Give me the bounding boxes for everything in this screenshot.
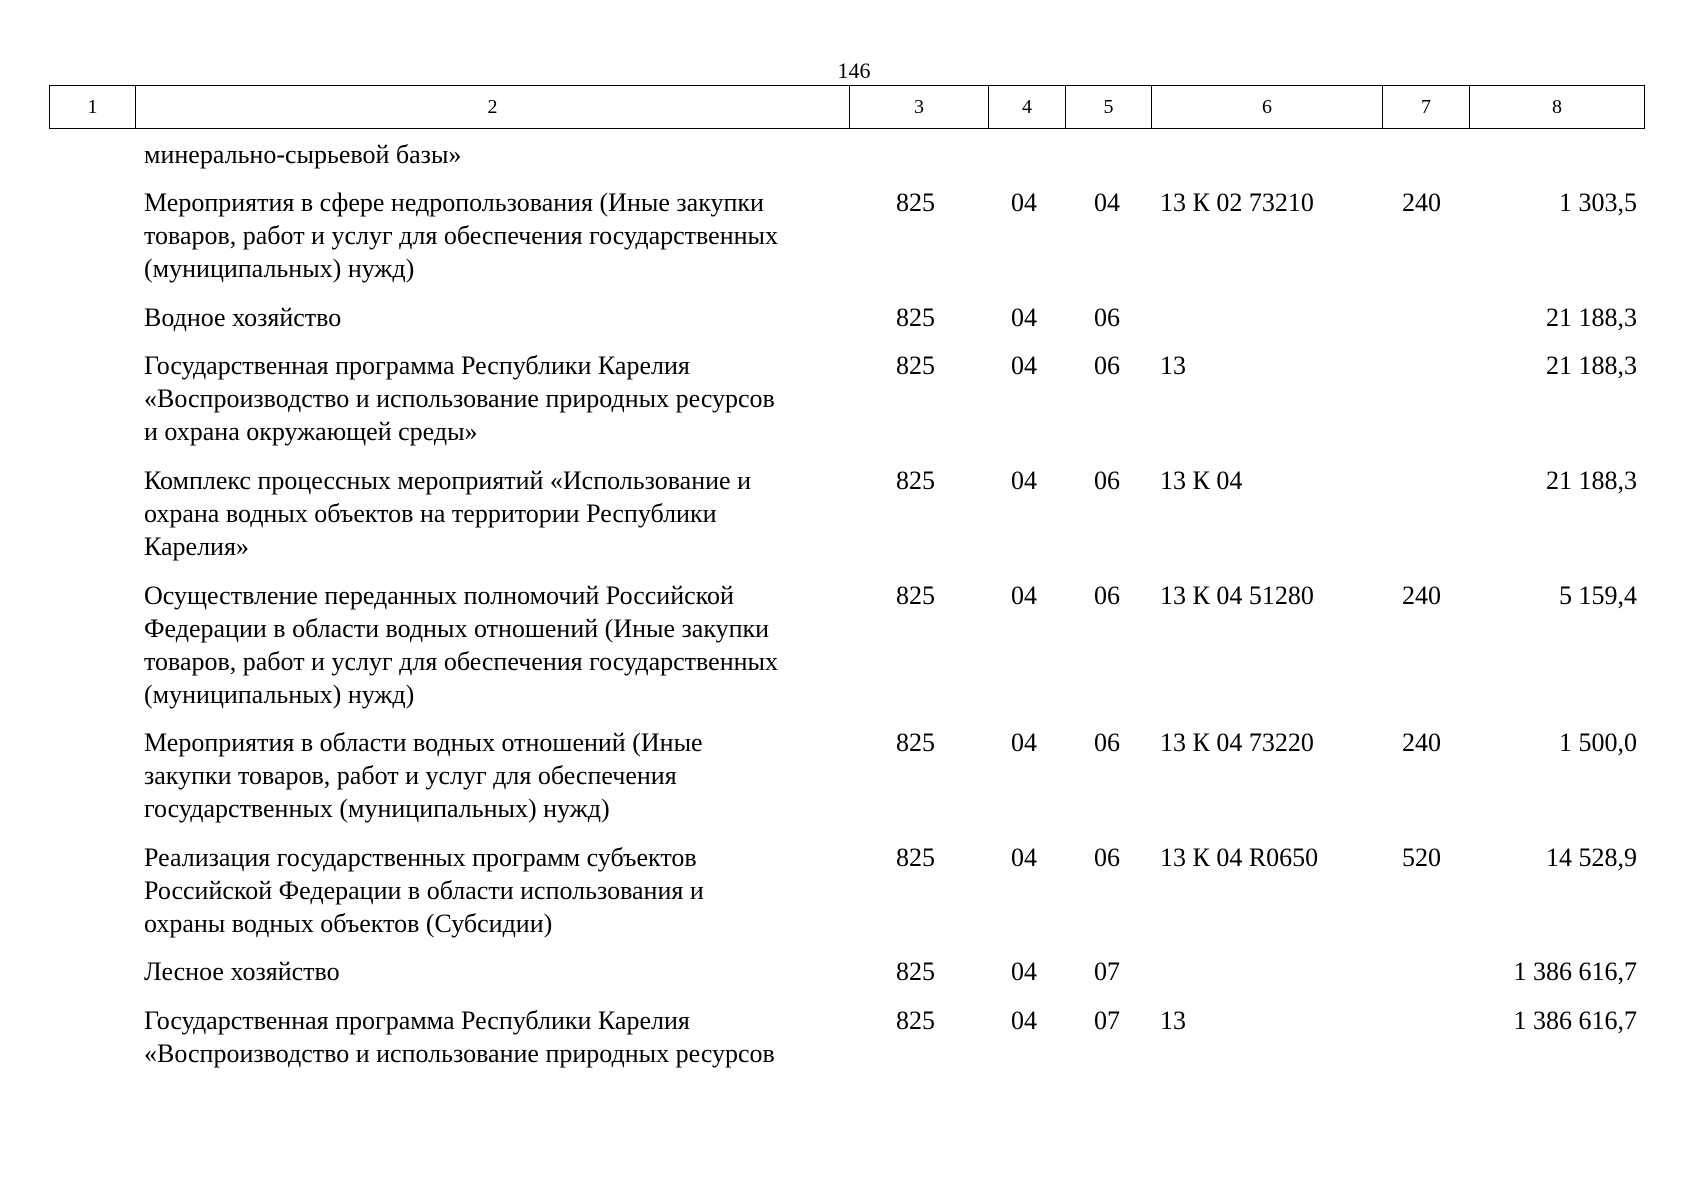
row-code-col3: 825 — [896, 957, 935, 986]
row-code-col3: 825 — [896, 1006, 935, 1035]
row-name-line: «Воспроизводство и использование природных ресурсов — [144, 384, 775, 413]
column-header-5: 5 — [1066, 86, 1152, 129]
row-amount: 14 528,9 — [1546, 843, 1637, 872]
row-amount: 1 500,0 — [1559, 728, 1637, 757]
row-name — [144, 301, 844, 334]
row-name-line: «Воспроизводство и использование природных ресурсов — [144, 1039, 775, 1068]
row-name-line: Комплекс процессных мероприятий «Использование и — [144, 466, 752, 495]
row-amount: 5 159,4 — [1559, 581, 1637, 610]
row-code-col4: 04 — [1011, 351, 1037, 380]
row-amount: 1 386 616,7 — [1513, 1006, 1637, 1035]
row-amount: 1 303,5 — [1559, 188, 1637, 217]
column-header-table — [49, 85, 1645, 129]
row-name — [144, 464, 844, 563]
row-name-line: (муниципальных) нужд) — [144, 254, 415, 283]
row-code-col7: 240 — [1402, 188, 1441, 217]
row-code-col4: 04 — [1011, 188, 1037, 217]
row-code-col4: 04 — [1011, 1006, 1037, 1035]
row-name-line: Реализация государственных программ субъектов — [144, 843, 697, 872]
column-header-1: 1 — [50, 86, 136, 129]
column-header-2: 2 — [136, 86, 850, 129]
column-header-6: 6 — [1152, 86, 1383, 129]
row-code-col6: 13 К 04 73220 — [1160, 728, 1314, 757]
row-name-line: Государственная программа Республики Карелия — [144, 1006, 690, 1035]
row-code-col5: 06 — [1094, 843, 1120, 872]
column-header-3: 3 — [850, 86, 989, 129]
row-code-col5: 06 — [1094, 581, 1120, 610]
row-code-col5: 06 — [1094, 728, 1120, 757]
row-name-line: и охрана окружающей среды» — [144, 417, 478, 446]
row-code-col6: 13 К 04 51280 — [1160, 581, 1314, 610]
row-name-line: государственных (муниципальных) нужд) — [144, 794, 610, 823]
row-name — [144, 726, 844, 825]
row-code-col5: 07 — [1094, 957, 1120, 986]
row-name — [144, 579, 844, 711]
row-code-col4: 04 — [1011, 466, 1037, 495]
page-number: 146 — [837, 58, 871, 83]
row-code-col7: 240 — [1402, 728, 1441, 757]
column-header-4: 4 — [989, 86, 1066, 129]
row-code-col3: 825 — [896, 303, 935, 332]
row-code-col6: 13 К 04 R0650 — [1160, 843, 1319, 872]
row-code-col5: 07 — [1094, 1006, 1120, 1035]
row-code-col4: 04 — [1011, 957, 1037, 986]
row-code-col6: 13 К 04 — [1160, 466, 1243, 495]
row-name-line: Карелия» — [144, 532, 249, 561]
row-code-col6: 13 — [1160, 1006, 1186, 1035]
row-name — [144, 349, 844, 448]
row-name-line: минерально-сырьевой базы» — [144, 140, 462, 169]
row-name-line: охрана водных объектов на территории Республики — [144, 499, 717, 528]
row-name — [144, 186, 844, 285]
row-name-line: охраны водных объектов (Субсидии) — [144, 909, 553, 938]
row-name — [144, 955, 844, 988]
row-code-col4: 04 — [1011, 303, 1037, 332]
row-code-col6: 13 К 02 73210 — [1160, 188, 1314, 217]
row-code-col7: 240 — [1402, 581, 1441, 610]
row-name-line: Российской Федерации в области использования и — [144, 876, 704, 905]
row-name-line: Федерации в области водных отношений (Иные закупки — [144, 614, 770, 643]
row-code-col3: 825 — [896, 188, 935, 217]
row-code-col5: 06 — [1094, 303, 1120, 332]
row-name-line: товаров, работ и услуг для обеспечения государственных — [144, 221, 778, 250]
row-name-line: Лесное хозяйство — [144, 957, 340, 986]
row-name — [144, 138, 844, 171]
row-name — [144, 1004, 844, 1070]
row-code-col3: 825 — [896, 581, 935, 610]
row-name-line: Мероприятия в области водных отношений (Иные — [144, 728, 703, 757]
row-name-line: Водное хозяйство — [144, 303, 342, 332]
row-code-col5: 06 — [1094, 351, 1120, 380]
row-code-col6: 13 — [1160, 351, 1186, 380]
row-name-line: Государственная программа Республики Карелия — [144, 351, 690, 380]
row-code-col4: 04 — [1011, 581, 1037, 610]
row-code-col5: 06 — [1094, 466, 1120, 495]
row-amount: 21 188,3 — [1546, 303, 1637, 332]
row-code-col3: 825 — [896, 728, 935, 757]
row-name-line: закупки товаров, работ и услуг для обеспечения — [144, 761, 677, 790]
row-name-line: товаров, работ и услуг для обеспечения государственных — [144, 647, 778, 676]
row-name-line: Мероприятия в сфере недропользования (Иные закупки — [144, 188, 764, 217]
row-code-col4: 04 — [1011, 843, 1037, 872]
row-code-col4: 04 — [1011, 728, 1037, 757]
row-name-line: (муниципальных) нужд) — [144, 680, 415, 709]
row-amount: 1 386 616,7 — [1513, 957, 1637, 986]
row-amount: 21 188,3 — [1546, 466, 1637, 495]
row-code-col3: 825 — [896, 351, 935, 380]
column-header-7: 7 — [1383, 86, 1470, 129]
row-name-line: Осуществление переданных полномочий Российской — [144, 581, 734, 610]
row-code-col3: 825 — [896, 466, 935, 495]
column-header-row — [50, 86, 1645, 129]
row-name — [144, 841, 844, 940]
row-code-col5: 04 — [1094, 188, 1120, 217]
row-code-col3: 825 — [896, 843, 935, 872]
column-header-8: 8 — [1470, 86, 1645, 129]
row-code-col7: 520 — [1402, 843, 1441, 872]
row-amount: 21 188,3 — [1546, 351, 1637, 380]
